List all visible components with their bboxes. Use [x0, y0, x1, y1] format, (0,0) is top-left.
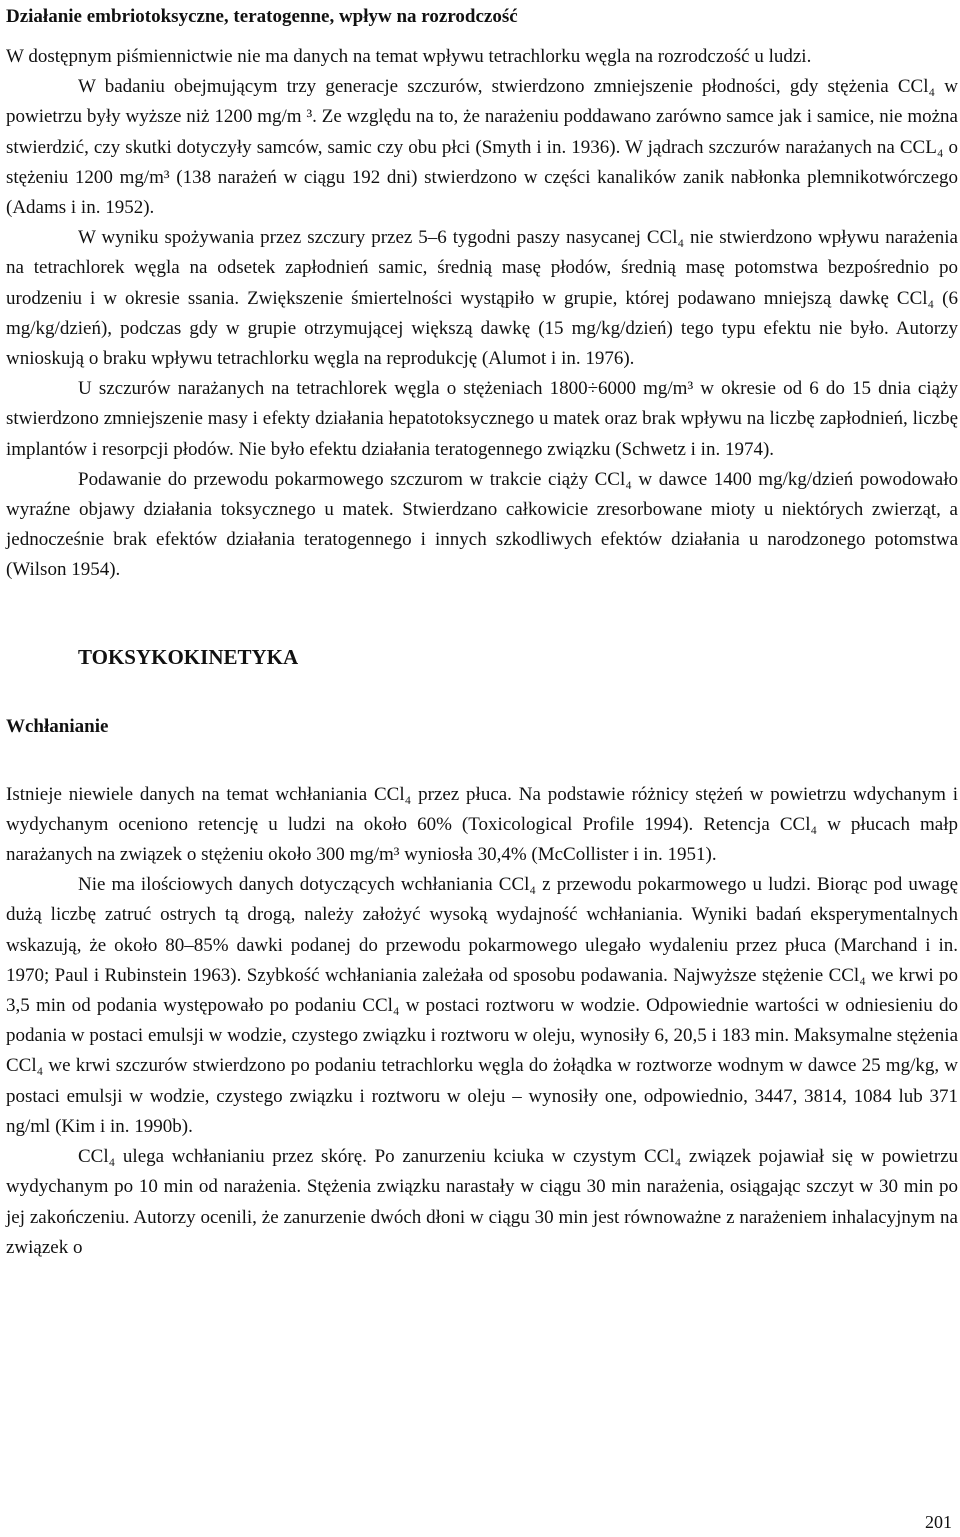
paragraph: Nie ma ilościowych danych dotyczących wchłaniania CCl₄ z przewodu pokarmowego u ludzi. Biorąc pod uwagę dużą liczbę zatruć ostrych tą drogą, należy założyć wysoką wydajność wchłaniania. Wyniki badań eksperymentalnych wskazują, że około 80‒85% dawki podanej do przewodu pokarmowego ulegało wydaleniu przez płuca (Marchand i in. 1970; Paul i Rubinstein 1963). Szybkość wchłaniania zależała od sposobu podawania. Najwyższe stężenie CCl₄ we krwi po 3,5 min od podania występowało po podaniu CCl₄ w postaci roztworu w wodzie. Odpowiednie wartości w odniesieniu do podania w postaci emulsji w wodzie, czystego związku i roztworu w oleju, wynosiły 6, 20,5 i 183 min. Maksymalne stężenia CCl₄ we krwi szczurów stwierdzono po podaniu tetrachlorku węgla do żołądka w roztworze wodnym w dawce 25 mg/kg, w postaci emulsji w wodzie, czystego związku i roztworu w oleju – wynosiły one, odpowiednio, 3447, 3814, 1084 lub 371 ng/ml (Kim i in. 1990b). — [6, 874, 958, 1137]
section-title-absorption: Wchłanianie — [6, 715, 109, 737]
section-title-reproduction: Działanie embriotoksyczne, teratogenne, wpływ na rozrodczość — [6, 6, 518, 27]
paragraph: W dostępnym piśmiennictwie nie ma danych na temat wpływu tetrachlorku węgla na rozrodczość u ludzi. — [6, 46, 812, 67]
spacer — [6, 32, 958, 42]
paragraph: Istnieje niewiele danych na temat wchłaniania CCl₄ przez płuca. Na podstawie różnicy stężeń w powietrzu wdychanym i wydychanym oceniono retencję u ludzi na około 60% (Toxicological Profile 1994). Retencja CCl₄ w płucach małp narażanych na związek o stężeniu około 300 mg/m³ wyniosła 30,4% (McCollister i in. 1951). — [6, 783, 958, 866]
spacer — [6, 586, 958, 642]
document-page — [6, 2, 958, 1263]
paragraph: CCl₄ ulega wchłanianiu przez skórę. Po zanurzeniu kciuka w czystym CCl₄ związek pojawiał się w powietrzu wydychanym po 10 min od narażenia. Stężenia związku narastały w ciągu 30 min narażenia, osiągając szczyt w 30 min po jej zakończeniu. Autorzy ocenili, że zanurzenie dwóch dłoni w ciągu 30 min jest równoważne z narażeniem inhalacyjnym na związek o — [6, 1146, 958, 1258]
page-number: 201 — [925, 1512, 952, 1532]
paragraph: W badaniu obejmującym trzy generacje szczurów, stwierdzono zmniejszenie płodności, gdy stężenia CCl₄ w powietrzu były wyższe niż 1200 mg/m ³. Ze względu na to, że narażeniu poddawano zarówno samce jak i samice, nie można stwierdzić, czy skutki dotyczyły samców, samic czy obu płci (Smyth i in. 1936). W jądrach szczurów narażanych na CCL₄ o stężeniu 1200 mg/m³ (138 narażeń w ciągu 192 dni) stwierdzono w części kanalików zanik nabłonka plemnikotwórczego (Adams i in. 1952). — [6, 76, 958, 219]
paragraph: U szczurów narażanych na tetrachlorek węgla o stężeniach 1800÷6000 mg/m³ w okresie od 6 do 15 dnia ciąży stwierdzono zmniejszenie masy i efekty działania hepatotoksycznego u matek oraz brak wpływu na liczbę zapłodnień, liczbę implantów i resorpcji płodów. Nie było efektu działania teratogennego związku (Schwetz i in. 1974). — [6, 378, 958, 460]
paragraph: W wyniku spożywania przez szczury przez 5‒6 tygodni paszy nasycanej CCl₄ nie stwierdzono wpływu narażenia na tetrachlorek węgla na odsetek zapłodnień samic, średnią masę płodów, średnią masę potomstwa bezpośrednio po urodzeniu i w okresie ssania. Zwiększenie śmiertelności wystąpiło w grupie, której podawano mniejszą dawkę CCl₄ (6 mg/kg/dzień), podczas gdy w grupie otrzymującej większą dawkę (15 mg/kg/dzień) tego typu efektu nie było. Autorzy wnioskują o braku wpływu tetrachlorku węgla na reprodukcję (Alumot i in. 1976). — [6, 227, 958, 370]
heading-toxicokinetics: TOKSYKOKINETYKA — [78, 644, 299, 669]
spacer — [6, 742, 958, 780]
paragraph: Podawanie do przewodu pokarmowego szczurom w trakcie ciąży CCl₄ w dawce 1400 mg/kg/dzień powodowało wyraźne objawy działania toksycznego u matek. Stwierdzano całkowicie zresorbowane mioty u niektórych zwierząt, a jednocześnie brak efektów działania teratogennego i innych szkodliwych efektów działania u narodzonego potomstwa (Wilson 1954). — [6, 468, 958, 581]
spacer — [6, 672, 958, 712]
